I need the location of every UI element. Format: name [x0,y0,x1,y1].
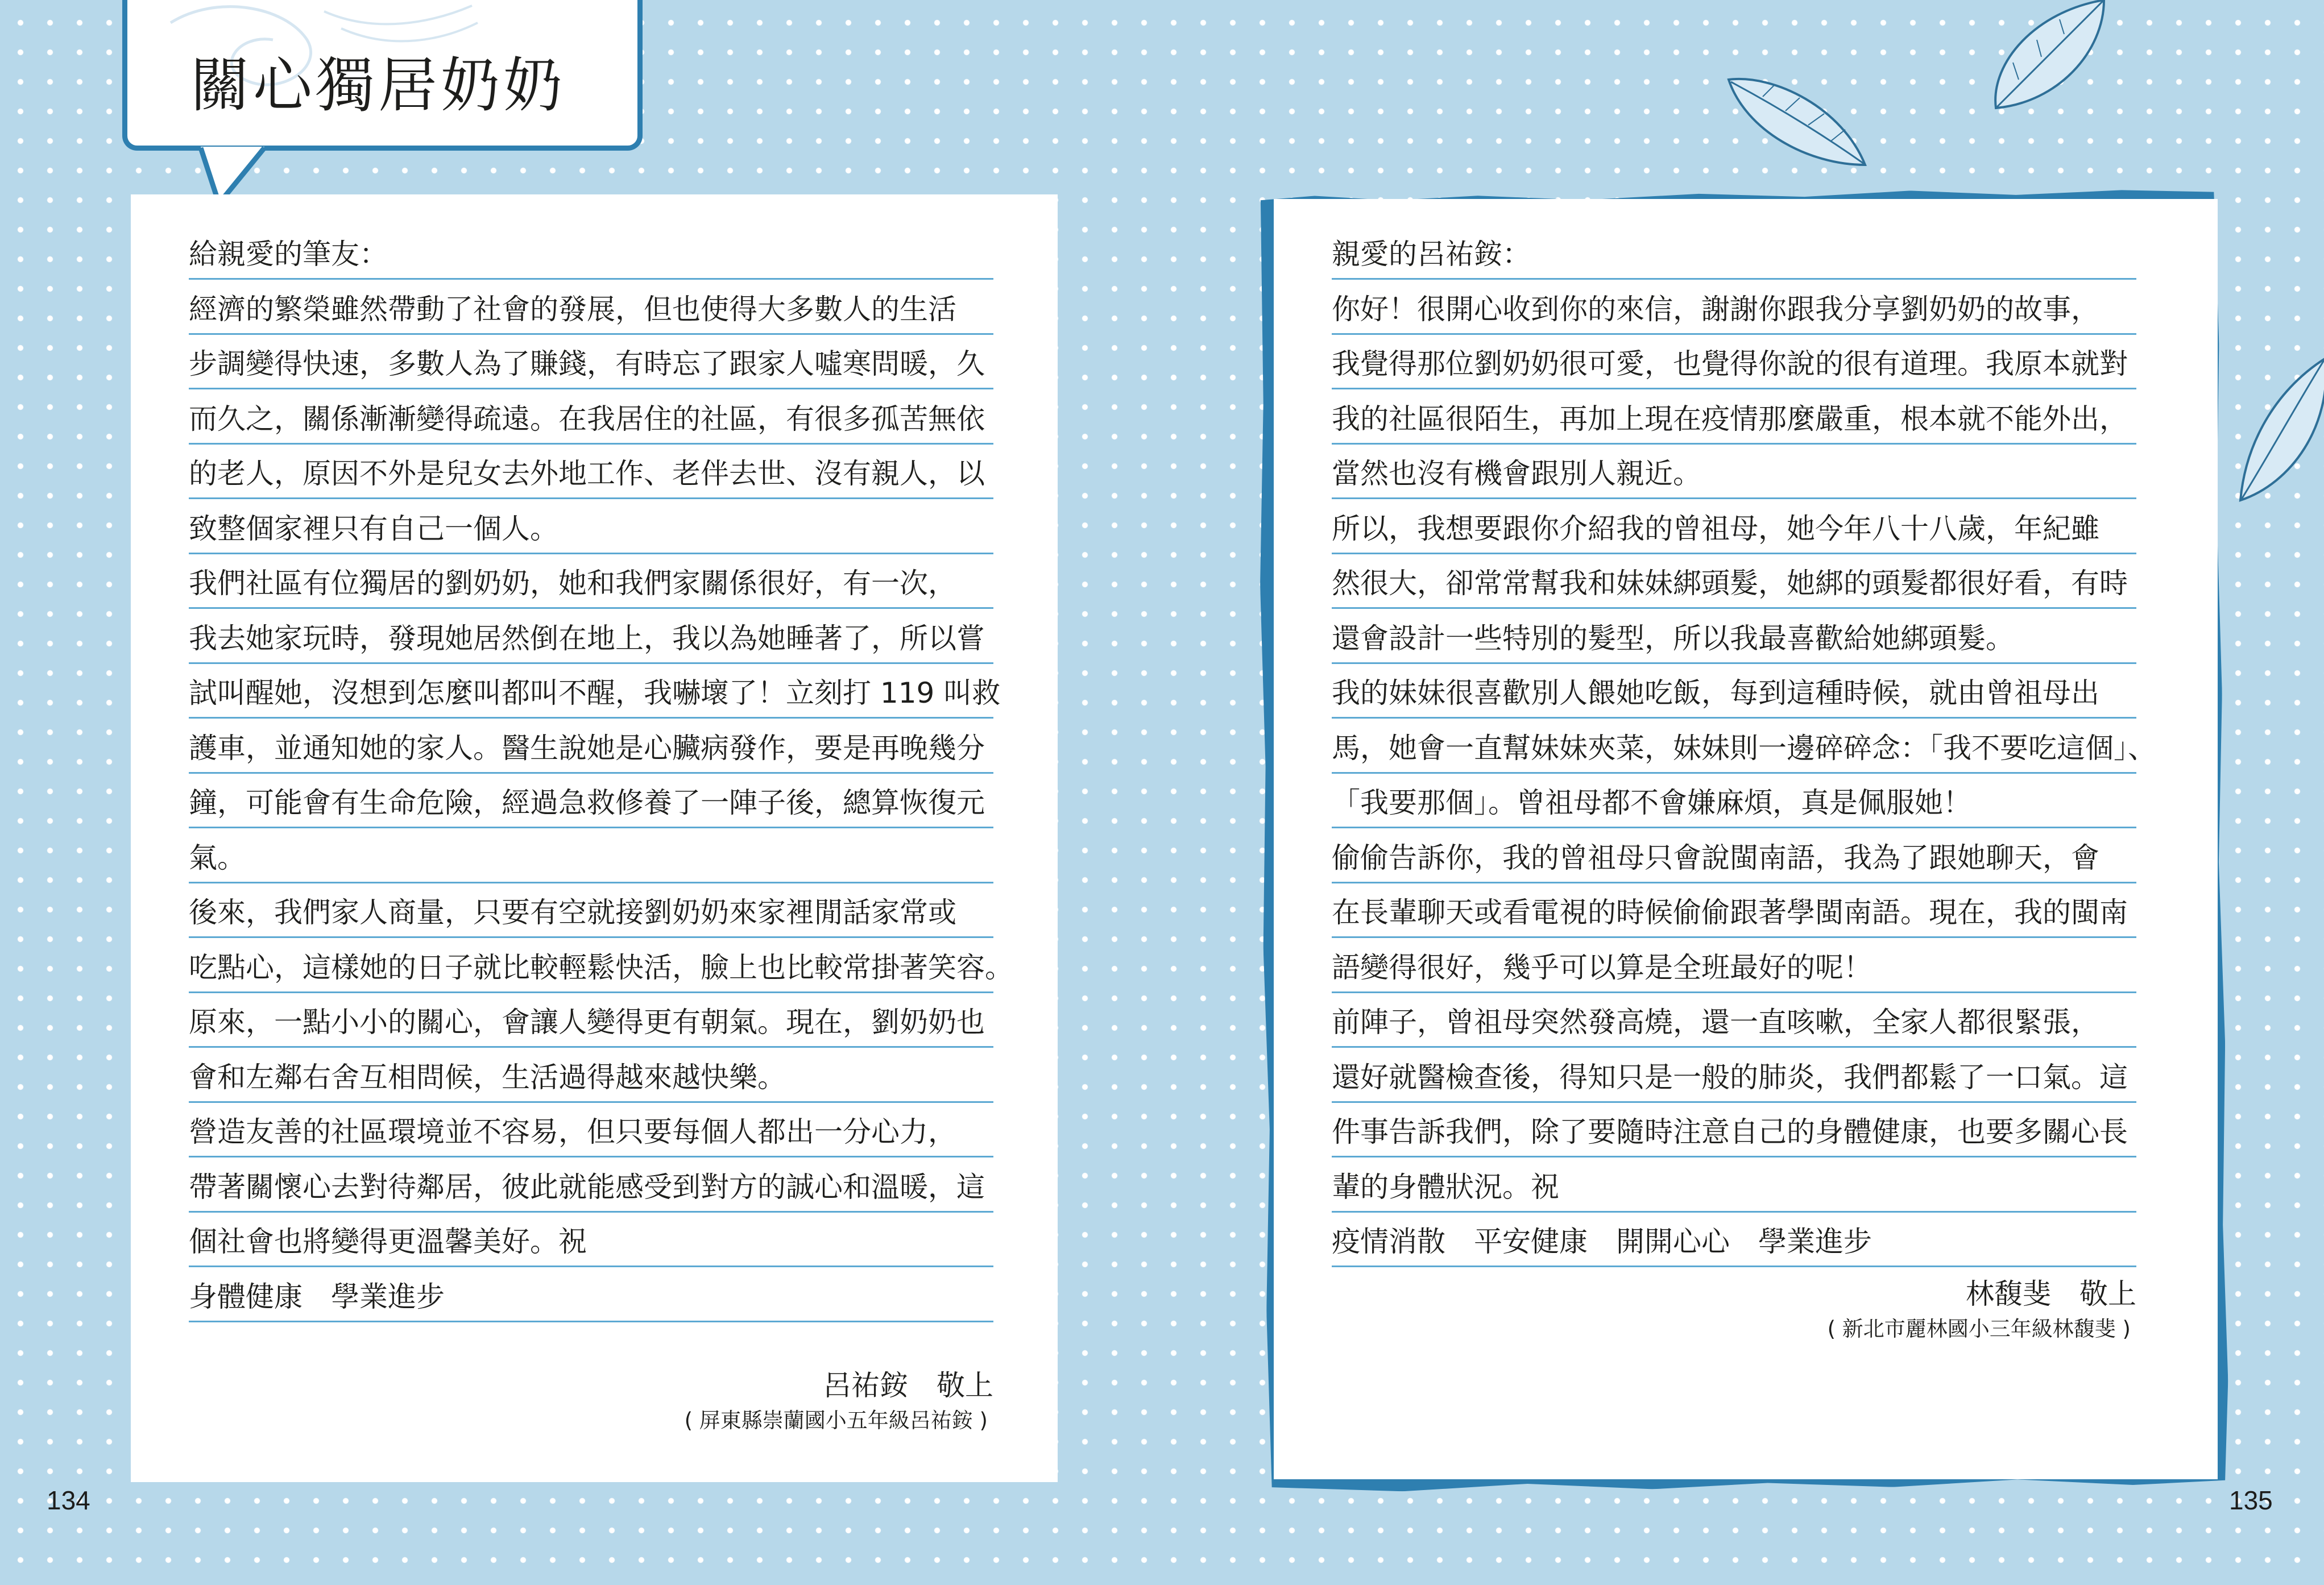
ruled-line [1332,497,2136,499]
ruled-line [189,827,993,828]
letter-line: 帶著關懷心去對待鄰居，彼此就能感受到對方的誠心和溫暖，這 [189,1170,985,1204]
ruled-line [189,1265,993,1267]
letter-line: 件事告訴我們，除了要隨時注意自己的身體健康，也要多關心長 [1332,1115,2128,1148]
ruled-line [1332,662,2136,664]
letter-line: 試叫醒她，沒想到怎麼叫都叫不醒，我嚇壞了！立刻打 119 叫救 [189,677,1001,709]
ruled-line [189,607,993,609]
page-title: 關心獨居奶奶 [190,51,566,120]
letter-line: 個社會也將變得更溫馨美好。祝 [189,1225,587,1258]
letter-line: 還會設計一些特別的髮型，所以我最喜歡給她綁頭髮。 [1332,621,2014,655]
ruled-line [189,1156,993,1157]
letter-line: 在長輩聊天或看電視的時候偷偷跟著學閩南語。現在，我的閩南 [1332,896,2128,929]
letter-line: 經濟的繁榮雖然帶動了社會的發展，但也使得大多數人的生活 [189,292,956,326]
letter-line: 前陣子，曾祖母突然發高燒，還一直咳嗽，全家人都很緊張， [1332,1006,2099,1039]
ruled-line [1332,1101,2136,1103]
letter-line: 營造友善的社區環境並不容易，但只要每個人都出一分心力， [189,1115,956,1148]
letter-line: 所以，我想要跟你介紹我的曾祖母，她今年八十八歲，年紀雖 [1332,512,2099,545]
ruled-line [1332,278,2136,280]
leaf-icon [2235,341,2324,512]
ruled-line [1332,882,2136,883]
ruled-line [1332,333,2136,335]
letter-line: 鐘，可能會有生命危險，經過急救修養了一陣子後，總算恢復元 [189,786,985,819]
page-number-left: 134 [47,1486,90,1515]
ruled-line [189,278,993,280]
letter-line: 偷偷告訴你，我的曾祖母只會說閩南語，我為了跟她聊天，會 [1332,841,2099,874]
letter-line: 當然也沒有機會跟別人親近。 [1332,457,1701,490]
letter-line: 然很大，卻常常幫我和妹妹綁頭髮，她綁的頭髮都很好看，有時 [1332,567,2128,600]
letter-line: 身體健康 學業進步 [189,1280,445,1313]
school-attribution: ( 屏東縣崇蘭國小五年級呂祐銨 ) [684,1408,988,1433]
signature: 呂祐銨 敬上 [823,1369,993,1402]
ruled-line [1332,1265,2136,1267]
ruled-line [189,1046,993,1048]
letter-line: 你好！很開心收到你的來信，謝謝你跟我分享劉奶奶的故事， [1332,292,2099,326]
letter-line: 步調變得快速，多數人為了賺錢，有時忘了跟家人噓寒問暖，久 [189,347,985,380]
letter-line: 後來，我們家人商量，只要有空就接劉奶奶來家裡閒話家常或 [189,896,956,929]
ruled-line [189,333,993,335]
ruled-line [189,936,993,938]
ruled-line [1332,772,2136,774]
letter-line: 原來，一點小小的關心，會讓人變得更有朝氣。現在，劉奶奶也 [189,1006,985,1039]
signature: 林馥斐 敬上 [1966,1277,2136,1310]
ruled-line [1332,827,2136,828]
letter-line: 「我要那個」。曾祖母都不會嫌麻煩，真是佩服她！ [1332,786,1971,819]
ruled-line [189,662,993,664]
ruled-line [189,1321,993,1322]
ruled-line [189,717,993,719]
ruled-line [1332,607,2136,609]
letter-line: 我去她家玩時，發現她居然倒在地上，我以為她睡著了，所以嘗 [189,621,985,655]
letter-line: 輩的身體狀況。祝 [1332,1170,1559,1204]
ruled-line [189,553,993,554]
ruled-line [1332,991,2136,993]
ruled-line [1332,1156,2136,1157]
letter-line: 氣。 [189,841,246,874]
letter-line: 我的妹妹很喜歡別人餵她吃飯，每到這種時候，就由曾祖母出 [1332,677,2099,709]
letter-line: 的老人，原因不外是兒女去外地工作、老伴去世、沒有親人，以 [189,457,985,490]
letter-line: 馬，她會一直幫妹妹夾菜，妹妹則一邊碎碎念：「我不要吃這個」、 [1332,731,2156,765]
letter-line: 護車，並通知她的家人。醫生說她是心臟病發作，要是再晚幾分 [189,731,985,765]
letter-greeting: 給親愛的筆友： [189,238,388,271]
ruled-line [189,991,993,993]
letter-line: 疫情消散 平安健康 開開心心 學業進步 [1332,1225,1872,1258]
ruled-line [189,1211,993,1213]
school-attribution: ( 新北市麗林國小三年級林馥斐 ) [1827,1316,2131,1341]
letter-greeting: 親愛的呂祐銨： [1332,238,1531,271]
letter-line: 還好就醫檢查後，得知只是一般的肺炎，我們都鬆了一口氣。這 [1332,1060,2128,1094]
ruled-line [1332,443,2136,445]
letter-line: 而久之，關係漸漸變得疏遠。在我居住的社區，有很多孤苦無依 [189,402,985,435]
ruled-line [189,882,993,883]
ruled-line [1332,388,2136,389]
ruled-line [1332,553,2136,554]
ruled-line [1332,1046,2136,1048]
ruled-line [1332,936,2136,938]
letter-line: 吃點心，這樣她的日子就比較輕鬆快活，臉上也比較常掛著笑容。 [189,951,1013,984]
ruled-line [189,443,993,445]
leaf-icon [1985,0,2115,114]
letter-line: 致整個家裡只有自己一個人。 [189,512,558,545]
ruled-line [189,388,993,389]
ruled-line [1332,717,2136,719]
letter-line: 我們社區有位獨居的劉奶奶，她和我們家關係很好，有一次， [189,567,956,600]
leaf-icon [1723,63,1871,176]
ruled-line [189,497,993,499]
page-number-right: 135 [2229,1486,2273,1515]
ruled-line [189,1101,993,1103]
letter-line: 我的社區很陌生，再加上現在疫情那麼嚴重，根本就不能外出， [1332,402,2128,435]
ruled-line [189,772,993,774]
letter-line: 我覺得那位劉奶奶很可愛，也覺得你說的很有道理。我原本就對 [1332,347,2128,380]
letter-line: 會和左鄰右舍互相問候，生活過得越來越快樂。 [189,1060,786,1094]
ruled-line [1332,1211,2136,1213]
letter-line: 語變得很好，幾乎可以算是全班最好的呢！ [1332,951,1872,984]
